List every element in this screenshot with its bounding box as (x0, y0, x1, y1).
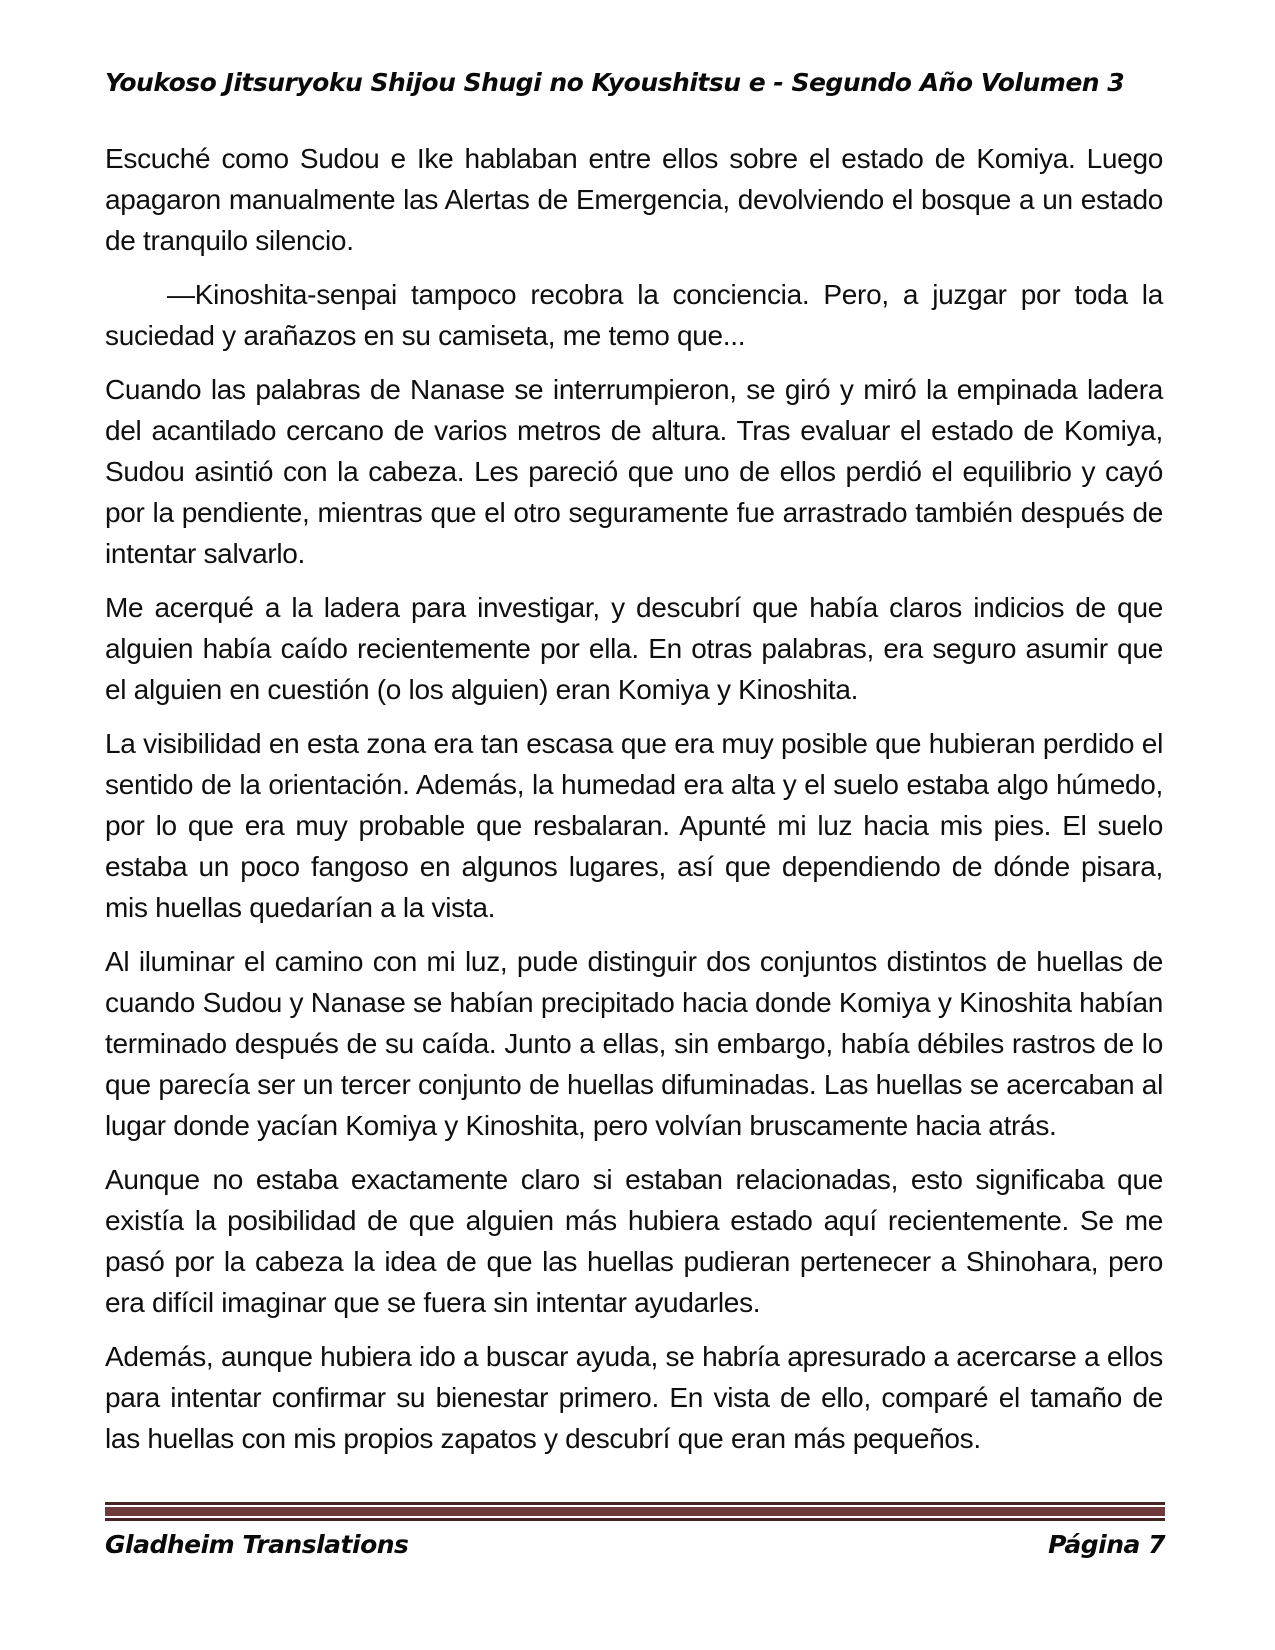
page-footer (105, 1502, 1165, 1559)
footer-page-number: Página 7 (1048, 1530, 1165, 1559)
paragraph: Escuché como Sudou e Ike hablaban entre ellos sobre el estado de Komiya. Luego apagaron manualmente las Alertas de Emergencia, devolviendo el bosque a un estado de tranquilo silencio. (105, 143, 1163, 256)
paragraph: Me acerqué a la ladera para investigar, y descubrí que había claros indicios de que alguien había caído recientemente por ella. En otras palabras, era seguro asumir que el alguien en cuestión (o los alguien) eran Komiya y Kinoshita. (105, 592, 1163, 705)
page-header (105, 68, 1165, 97)
paragraph: —Kinoshita-senpai tampoco recobra la conciencia. Pero, a juzgar por toda la suciedad y arañazos en su camiseta, me temo que... (105, 279, 1163, 351)
header-title: Youkoso Jitsuryoku Shijou Shugi no Kyoushitsu e - Segundo Año Volumen 3 (105, 68, 1125, 97)
footer-rule (105, 1502, 1165, 1521)
footer-row (105, 1530, 1165, 1559)
paragraph: Cuando las palabras de Nanase se interrumpieron, se giró y miró la empinada ladera del acantilado cercano de varios metros de altura. Tras evaluar el estado de Komiya, Sudou asintió con la cabeza. Les pareció que uno de ellos perdió el equilibrio y cayó por la pendiente, mientras que el otro seguramente fue arrastrado también después de intentar salvarlo. (105, 374, 1163, 569)
paragraph: Aunque no estaba exactamente claro si estaban relacionadas, esto significaba que existía la posibilidad de que alguien más hubiera estado aquí recientemente. Se me pasó por la cabeza la idea de que las huellas pudieran pertenecer a Shinohara, pero era difícil imaginar que se fuera sin intentar ayudarles. (105, 1164, 1163, 1318)
footer-rule-thin-bottom (105, 1518, 1165, 1521)
paragraph: Además, aunque hubiera ido a buscar ayuda, se habría apresurado a acercarse a ellos para intentar confirmar su bienestar primero. En vista de ello, comparé el tamaño de las huellas con mis propios zapatos y descubrí que eran más pequeños. (105, 1341, 1163, 1454)
paragraph: La visibilidad en esta zona era tan escasa que era muy posible que hubieran perdido el sentido de la orientación. Además, la humedad era alta y el suelo estaba algo húmedo, por lo que era muy probable que resbalaran. Apunté mi luz hacia mis pies. El suelo estaba un poco fangoso en algunos lugares, así que dependiendo de dónde pisara, mis huellas quedarían a la vista. (105, 728, 1163, 923)
footer-rule-thick (105, 1507, 1165, 1516)
footer-translator: Gladheim Translations (105, 1530, 409, 1559)
paragraph: Al iluminar el camino con mi luz, pude distinguir dos conjuntos distintos de huellas de cuando Sudou y Nanase se habían precipitado hacia donde Komiya y Kinoshita habían terminado después de su caída. Junto a ellas, sin embargo, había débiles rastros de lo que parecía ser un tercer conjunto de huellas difuminadas. Las huellas se acercaban al lugar donde yacían Komiya y Kinoshita, pero volvían bruscamente hacia atrás. (105, 946, 1163, 1141)
body-text (105, 138, 1163, 1472)
